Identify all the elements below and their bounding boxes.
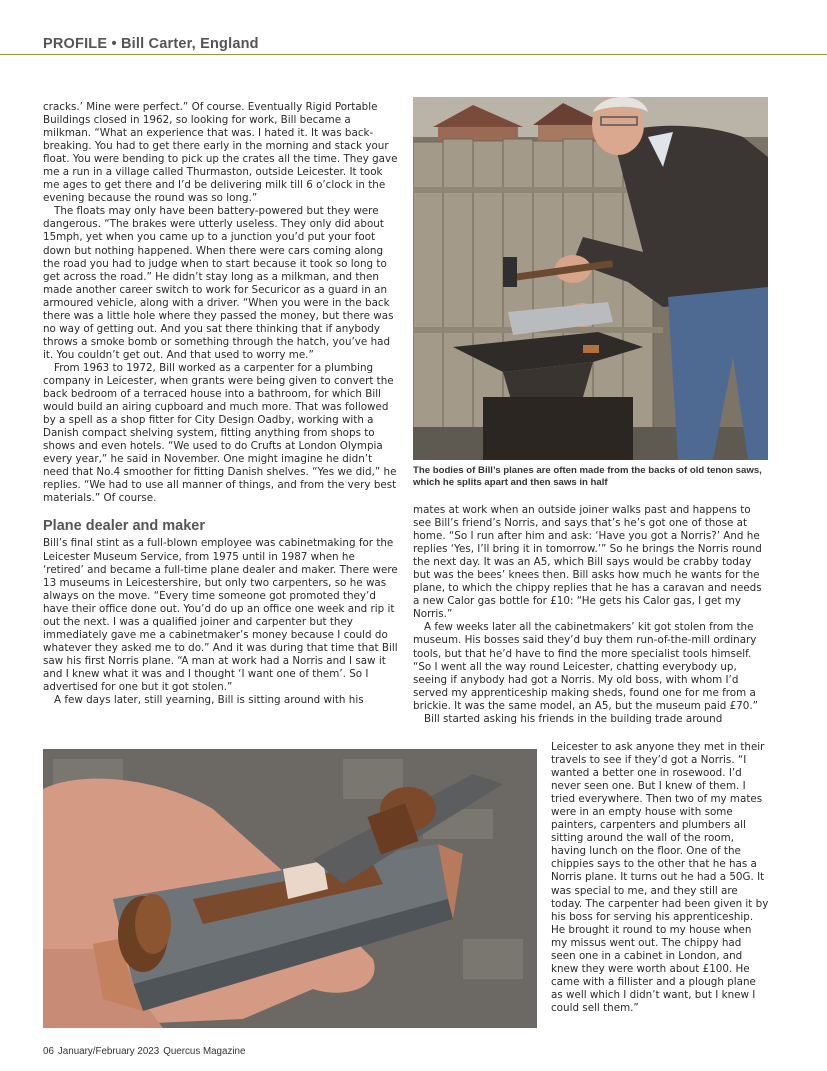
middle-column — [413, 504, 770, 726]
body-paragraph: cracks.’ Mine were perfect.” Of course. Eventually Rigid Portable Buildings closed in 1962, so looking for work, Bill became a milkman. “What an experience that was. I hated it. It was back-breaking. You had to get there early in the morning and stack your float. You were bending to pick up the crates all the time. They gave me a run in a village called Thurmaston, outside Leicester. It took me ages to get there and I’d be delivering milk till 6 o’clock in the evening because the round was so long.” — [43, 101, 398, 205]
body-paragraph: Bill started asking his friends in the building trade around — [424, 712, 723, 725]
body-paragraph: mates at work when an outside joiner walks past and happens to see Bill’s friend’s Norris, and says that’s he’s got one of those at home. “So I run after him and ask: ‘Have you got a Norris?’ And he replies ‘Yes, I’ll bring it in tomorrow.’” So he brings the Norris round the next day. It was an A5, which Bill says would be crabby today but was the bees’ knees then. Bill asks how much he wants for the plane, to which the chippy replies that he has a caravan and needs a new Calor gas bottle for £10: “He gets his Calor gas, I get my Norris.” — [413, 504, 762, 621]
plane-photo — [43, 749, 537, 1028]
photo-caption: The bodies of Bill’s planes are often made from the backs of old tenon saws, which he splits apart and then saws in half — [413, 465, 762, 488]
body-paragraph: Bill’s final stint as a full-blown employee was cabinetmaking for the Leicester Museum Service, from 1975 until in 1987 when he ‘retired’ and became a full-time plane dealer and maker. There were 13 museums in Leicestershire, but only two carpenters, so he was always on the move. “Every time someone got promoted they’d have their office done out. You’d do up an office one week and rip it out the next. I was a qualified joiner and carpenter but they immediately gave me a cabinetmaker’s money because I could do whatever they asked me to do.” And it was during that time that Bill saw his first Norris plane. “A man at work had a Norris and I saw it and I knew what it was and I thought ‘I want one of them’. So I advertised for one but it got stolen.” — [43, 537, 398, 693]
section-title: PROFILE • Bill Carter, England — [43, 36, 259, 52]
body-paragraph: A few days later, still yearning, Bill is sitting around with his — [54, 694, 364, 707]
narrow-column — [551, 741, 769, 1015]
magazine-name: Quercus Magazine — [163, 1046, 246, 1057]
anvil-photo — [413, 97, 768, 460]
body-paragraph: Leicester to ask anyone they met in their travels to see if they’d got a Norris. “I wanted a better one in rosewood. I’d never seen one. But I knew of them. I tried everywhere. Then two of my mates were in an empty house with some painters, carpenters and plumbers all sitting around the wall of the room, having lunch on the floor. One of the chippies says to the other that he has a Norris plane. It turns out he had a 50G. It was special to me, and they still are today. The carpenter had been given it by his boss for serving his apprenticeship. He brought it round to my house when my missus went out. The chippy had seen one in a cabinet in London, and knew they were worth about £100. He came with a fillister and a plough plane as well which I didn’t want, but I knew I could sell them.” — [551, 741, 769, 1014]
page-header — [0, 0, 827, 55]
page-footer — [43, 1046, 249, 1057]
body-paragraph: A few weeks later all the cabinetmakers’ kit got stolen from the museum. His bosses said they’d buy them run-of-the-mill ordinary tools, but that he’d have to find the more specialist tools himself. “So I went all the way round Leicester, chatting everybody up, seeing if anybody had got a Norris. My old boss, with whom I’d served my apprenticeship making sheds, found one for me from a brickie. It was the same model, an A5, but the museum paid £70.” — [413, 621, 759, 712]
page-number: 06 — [43, 1046, 54, 1057]
body-paragraph: From 1963 to 1972, Bill worked as a carpenter for a plumbing company in Leicester, when grants were being given to convert the back bedroom of a terraced house into a bathroom, for which Bill would build an airing cupboard and much more. That was followed by a spell as a shop fitter for City Design Oadby, working with a Danish compact shelving system, fitting anything from shops to shows and even hotels. “We used to do Crufts at London Olympia every year,” he said in November. One might imagine he didn’t need that No.4 smoother for fitting Danish shelves. “Yes we did,” he replies. “We had to use all manner of things, and from the very best materials.” Of course. — [43, 361, 397, 505]
body-paragraph: The floats may only have been battery-powered but they were dangerous. “The brakes were utterly useless. They only did about 15mph, yet when you came up to a junction you’d put your foot down but nothing happened. When there were cars coming along the road you had to judge when to start because it took so long to get across the road.” He didn’t stay long as a milkman, and then made another career switch to work for Securicor as a guard in an armoured vehicle, along with a driver. “When you were in the back there was a little hole where they passed the money, but there was no way of getting out. And you sat there thinking that if anybody throws a smoke bomb or something through the hatch, you’ve had it. You couldn’t get out. And that used to worry me.” — [43, 205, 394, 361]
issue-date: January/February 2023 — [57, 1046, 160, 1057]
subheading: Plane dealer and maker — [43, 518, 205, 535]
left-column — [43, 101, 398, 707]
